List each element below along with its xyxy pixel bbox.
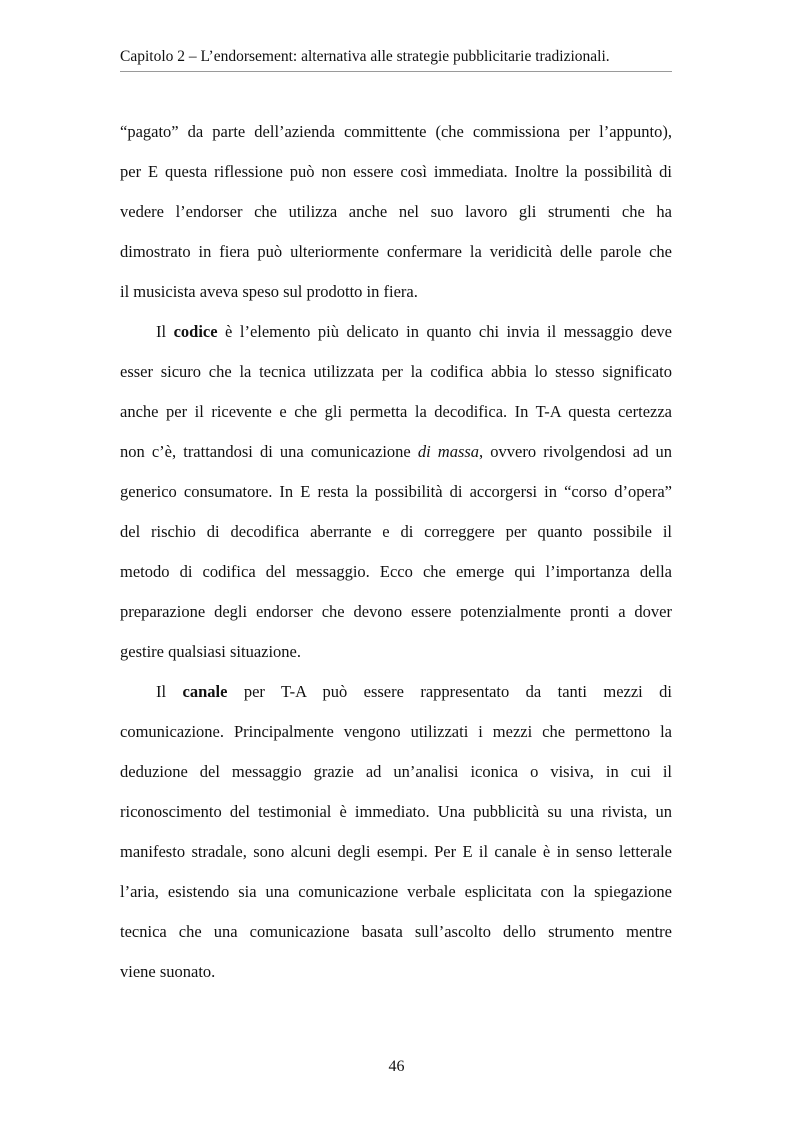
text-line [120,439,672,479]
text-line: per E questa riflessione può non essere così immediata. Inoltre la possibilità di [120,162,672,181]
text-line: “pagato” da parte dell’azienda committente (che commissiona per l’appunto), [120,122,672,141]
text-line: deduzione del messaggio grazie ad un’analisi iconica o visiva, in cui il [120,762,672,781]
paragraph-1 [120,119,672,319]
text-line: vedere l’endorser che utilizza anche nel suo lavoro gli strumenti che ha [120,202,672,221]
text-line: riconoscimento del testimonial è immediato. Una pubblicità su una rivista, un [120,802,672,821]
keyword-canale: canale [182,682,228,701]
body-text [120,119,672,999]
running-header: Capitolo 2 – L’endorsement: alternativa alle strategie pubblicitarie tradizionali. [120,48,610,65]
text-line: l’aria, esistendo sia una comunicazione verbale esplicitata con la spiegazione [120,882,672,901]
text-line: comunicazione. Principalmente vengono utilizzati i mezzi che permettono la [120,722,672,741]
paragraph-codice [120,319,672,679]
text-segment: è l’elemento più delicato in quanto chi invia il messaggio deve [217,322,672,341]
text-line: del rischio di decodifica aberrante e di correggere per quanto possibile il [120,522,672,541]
text-line: tecnica che una comunicazione basata sull’ascolto dello strumento mentre [120,922,672,941]
text-line: generico consumatore. In E resta la possibilità di accorgersi in “corso d’opera” [120,482,672,501]
header-rule [120,71,672,72]
text-line: esser sicuro che la tecnica utilizzata per la codifica abbia lo stesso significato [120,362,672,381]
text-line: viene suonato. [120,962,216,981]
keyword-codice: codice [173,322,218,341]
text-segment: , ovvero rivolgendosi ad un [479,442,672,461]
text-line [120,319,672,359]
text-line: gestire qualsiasi situazione. [120,642,301,661]
text-segment: per T-A può essere rappresentato da tanti mezzi di [227,682,672,701]
text-line: manifesto stradale, sono alcuni degli esempi. Per E il canale è in senso letterale [120,842,672,861]
text-segment: Il [156,682,183,701]
page-number: 46 [388,1058,405,1075]
text-line [120,679,672,719]
paragraph-canale [120,679,672,999]
text-segment: non c’è, trattandosi di una comunicazione [120,442,418,461]
text-line: il musicista aveva speso sul prodotto in fiera. [120,282,418,301]
text-segment: Il [156,322,174,341]
emphasis-di-massa: di massa [417,442,480,461]
text-line: dimostrato in fiera può ulteriormente confermare la veridicità delle parole che [120,242,672,261]
text-line: anche per il ricevente e che gli permetta la decodifica. In T-A questa certezza [120,402,672,421]
text-line: preparazione degli endorser che devono essere potenzialmente pronti a dover [120,602,672,621]
text-line: metodo di codifica del messaggio. Ecco che emerge qui l’importanza della [120,562,672,581]
